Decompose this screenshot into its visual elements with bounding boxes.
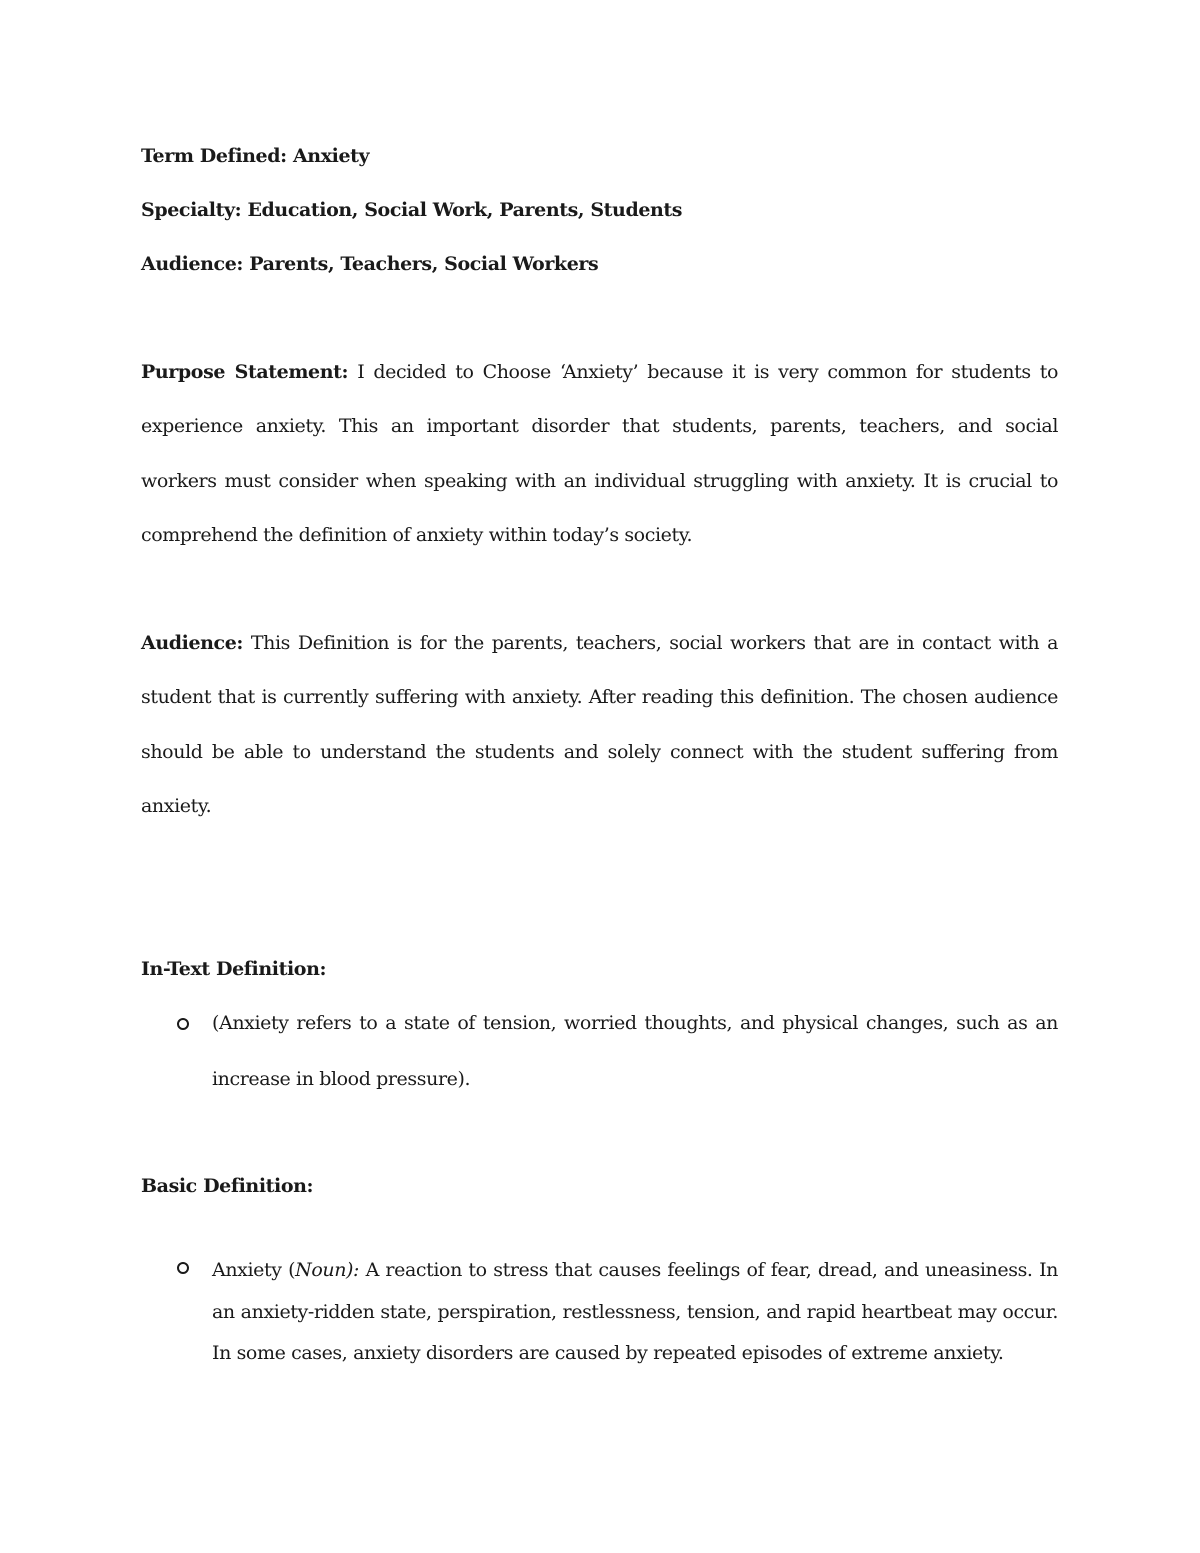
specialty-label: Specialty: (141, 199, 242, 221)
specialty-line (141, 198, 1058, 222)
audience-meta-label: Audience: (141, 253, 244, 275)
in-text-definition-heading: In-Text Definition: (141, 958, 327, 980)
hollow-bullet-icon (177, 1018, 189, 1030)
audience-meta-line (141, 252, 1058, 276)
basic-definition-body (212, 1250, 1058, 1375)
basic-definition-text: A reaction to stress that causes feelings of fear, dread, and uneasiness. In an anxiety-ridden state, perspiration, restlessness, tension, and rapid heartbeat may occur. In some cases, anxiety disorders are caused by repeated episodes of extreme anxiety. (212, 1259, 1059, 1365)
term-defined-label: Term Defined: (141, 145, 287, 167)
purpose-statement-text: I decided to Choose ‘Anxiety’ because it is very common for students to experience anxiety. This an important disorder that students, parents, teachers, and social workers must consider when speaking with an individual struggling with anxiety. It is crucial to comprehend the definition of anxiety within today’s society. (141, 361, 1058, 546)
term-defined-line (141, 144, 1058, 168)
basic-definition-heading: Basic Definition: (141, 1175, 314, 1197)
in-text-definition-item (141, 995, 1058, 1107)
basic-definition-term: Anxiety ( (212, 1259, 296, 1281)
basic-definition-item (141, 1250, 1058, 1375)
in-text-definition-text: (Anxiety refers to a state of tension, worried thoughts, and physical changes, such as an increase in blood pressure). (212, 1012, 1058, 1090)
audience-text: This Definition is for the parents, teachers, social workers that are in contact with a student that is currently suffering with anxiety. After reading this definition. The chosen audience should be able to understand the students and solely connect with the student suffering from anxiety. (141, 632, 1058, 817)
audience-meta-value: Parents, Teachers, Social Workers (249, 253, 599, 275)
purpose-statement-label: Purpose Statement: (141, 361, 349, 383)
purpose-statement-paragraph (141, 345, 1058, 562)
audience-label: Audience: (141, 632, 244, 654)
basic-definition-part-of-speech: Noun): (295, 1259, 360, 1281)
term-defined-value: Anxiety (292, 145, 370, 167)
specialty-value: Education, Social Work, Parents, Students (247, 199, 683, 221)
audience-paragraph (141, 616, 1058, 833)
hollow-bullet-icon (177, 1262, 189, 1274)
